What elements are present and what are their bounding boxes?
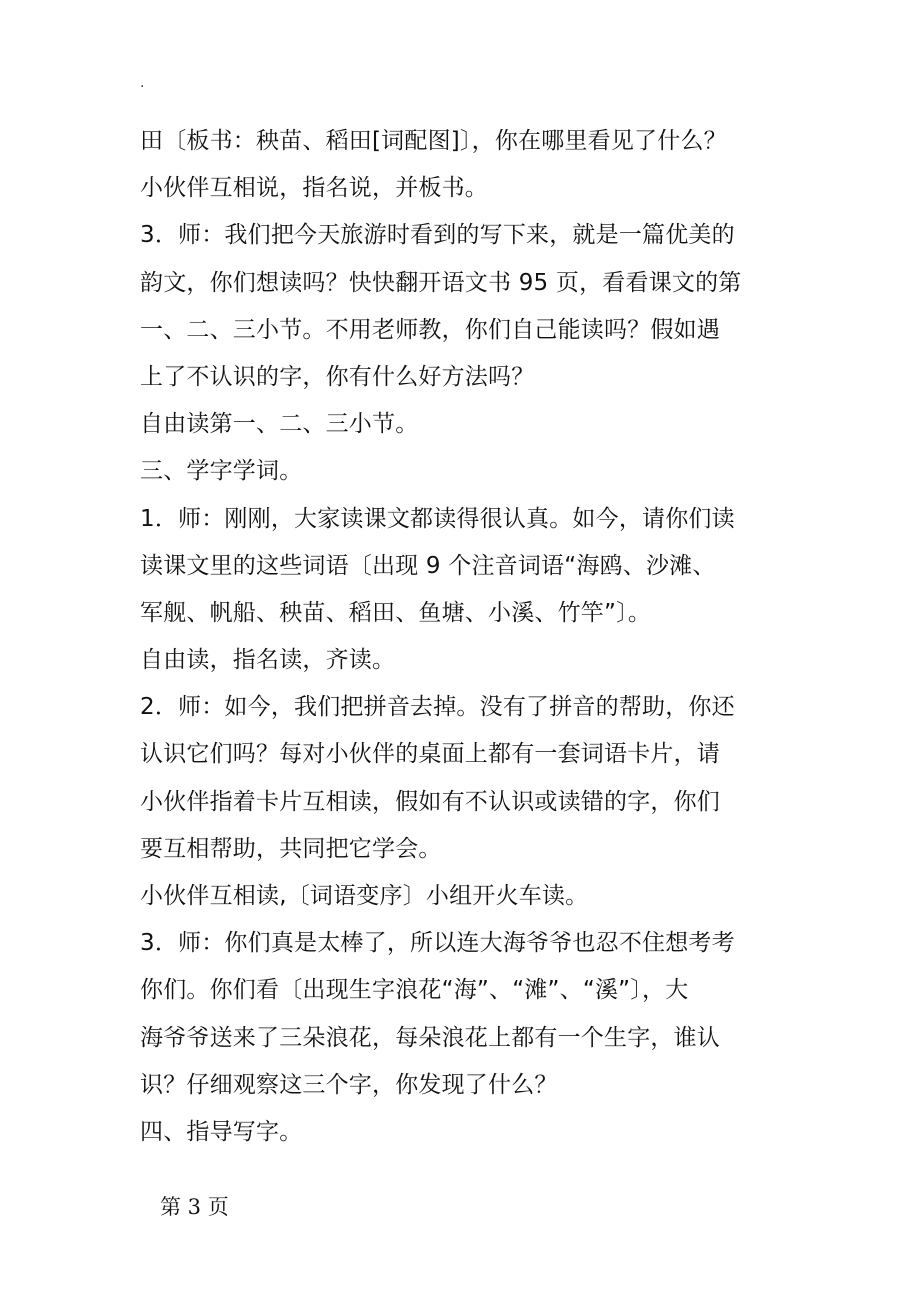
text-line: 2．师：如今，我们把拼音去掉。没有了拼音的帮助，你还 — [140, 694, 735, 721]
text-line: 你们。你们看〔出现生字浪花“海”、“滩”、“溪”〕，大 — [140, 977, 689, 1004]
header-dot: . — [140, 75, 145, 91]
text-line: 读课文里的这些词语〔出现 9 个注音词语“海鸥、沙滩、 — [140, 552, 716, 579]
text-line: 小伙伴互相读,〔词语变序〕小组开火车读。 — [140, 883, 589, 909]
text-line: 要互相帮助，共同把它学会。 — [140, 835, 442, 862]
text-line: 自由读，指名读，齐读。 — [140, 647, 396, 674]
text-line: 3．师：你们真是太棒了，所以连大海爷爷也忍不住想考考 — [140, 930, 735, 957]
text-line: 上了不认识的字，你有什么好方法吗？ — [140, 363, 535, 390]
lesson-text — [140, 118, 780, 1156]
page-number: 第 3 页 — [160, 1195, 229, 1219]
text-line: 海爷爷送来了三朵浪花，每朵浪花上都有一个生字，谁认 — [140, 1024, 720, 1051]
text-line: 小伙伴指着卡片互相读，假如有不认识或读错的字，你们 — [140, 788, 720, 815]
section-heading: 四、指导写字。 — [140, 1118, 303, 1145]
text-line: 小伙伴互相说，指名说，并板书。 — [140, 175, 488, 202]
text-line: 自由读第一、二、三小节。 — [140, 411, 419, 438]
text-line: 认识它们吗？每对小伙伴的桌面上都有一套词语卡片，请 — [140, 741, 720, 768]
text-line: 军舰、帆船、秧苗、稻田、鱼塘、小溪、竹竿”〕。 — [140, 599, 652, 626]
text-line: 田〔板书：秧苗、稻田[词配图]〕，你在哪里看见了什么？ — [140, 128, 727, 154]
text-line: 3．师：我们把今天旅游时看到的写下来，就是一篇优美的 — [140, 222, 735, 249]
text-line: 一、二、三小节。不用老师教，你们自己能读吗？假如遇 — [140, 316, 720, 343]
section-heading: 三、学字学词。 — [140, 458, 303, 485]
text-line: 1．师：刚刚，大家读课文都读得很认真。如今，请你们读 — [140, 505, 735, 532]
text-line: 识？仔细观察这三个字，你发现了什么？ — [140, 1071, 558, 1098]
text-line: 韵文，你们想读吗？快快翻开语文书 95 页，看看课文的第 — [140, 269, 742, 296]
